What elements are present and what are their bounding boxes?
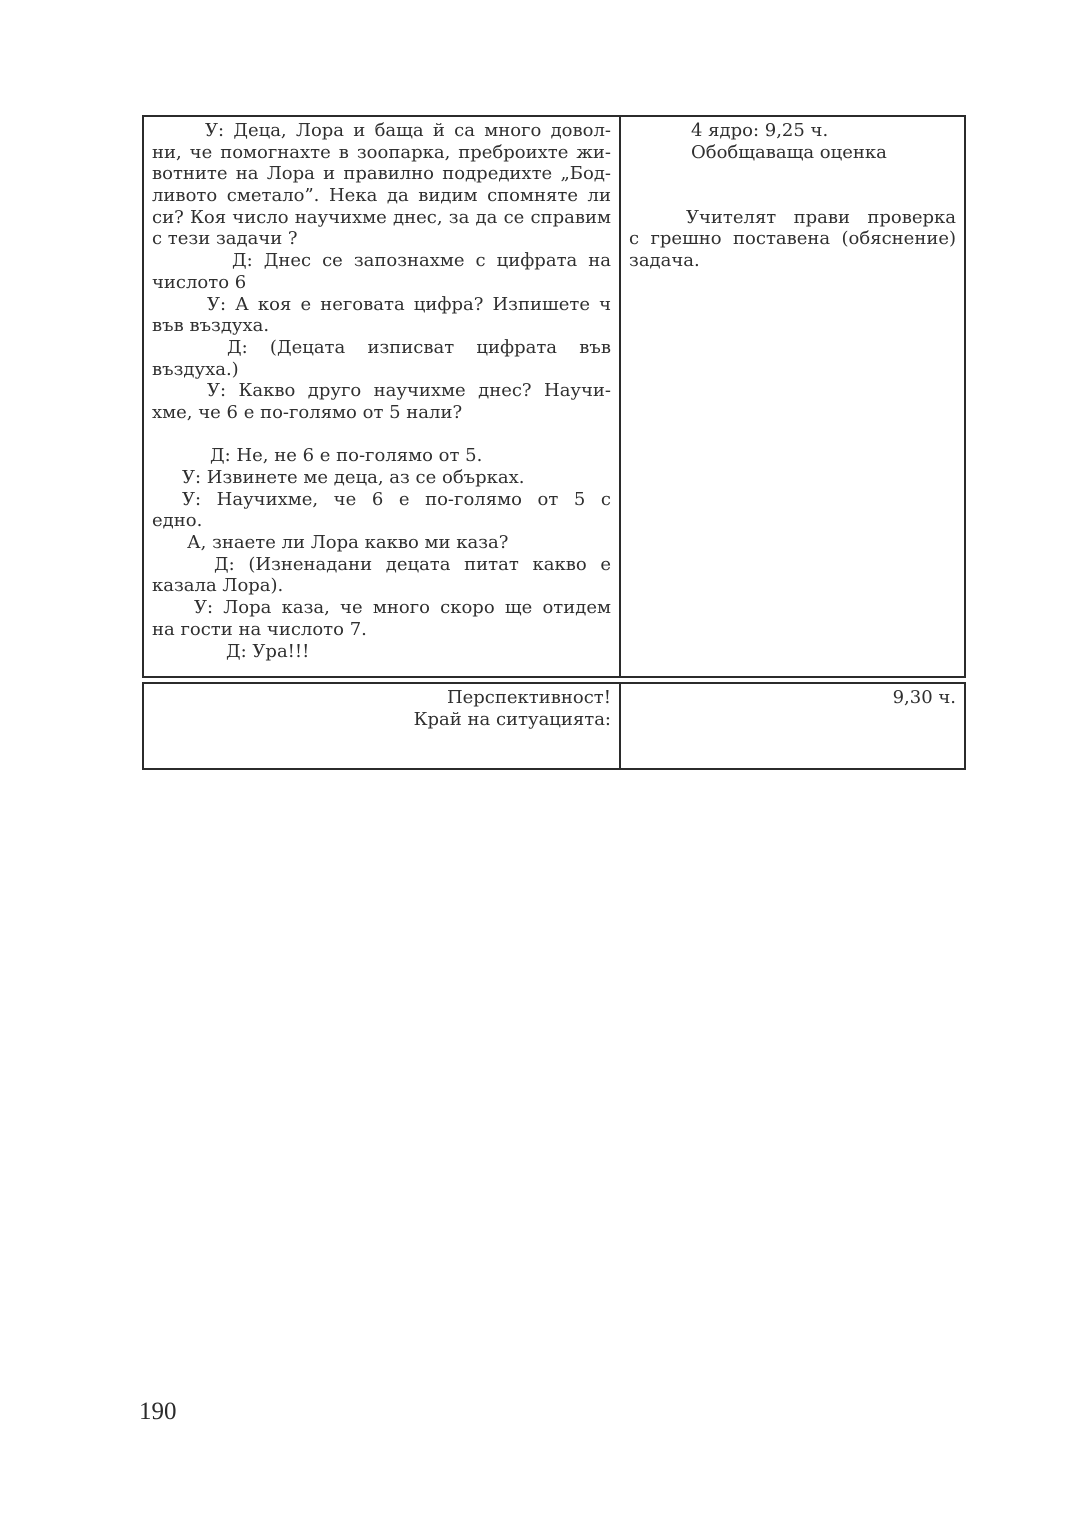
dialog-line: числото 6 xyxy=(152,271,247,293)
dialog-line: въздуха.) xyxy=(152,358,239,380)
blank-line xyxy=(629,163,956,185)
dialog-line: У: Извинете ме деца, аз се обърках. xyxy=(182,467,525,488)
dialog-line: вотните на Лора и правилно подредихте „Бод- xyxy=(152,163,611,185)
dialog-line: У: Какво друго научихме днес? Научи- xyxy=(207,380,611,402)
closing-line: Край на ситуацията: xyxy=(413,708,611,730)
dialog-cell xyxy=(144,117,621,676)
time-line: 9,30 ч. xyxy=(892,687,956,708)
dialog-line: Д: (Децата изписват цифрата във xyxy=(227,336,611,358)
dialog-line: У: Деца, Лора и баща й са много довол- xyxy=(205,120,611,141)
closing-cell xyxy=(144,684,621,768)
dialog-line: Д: (Изненадани децата питат какво е xyxy=(214,553,611,575)
page-number: 190 xyxy=(139,1398,177,1425)
dialog-line: във въздуха. xyxy=(152,315,270,337)
blank-line xyxy=(152,424,611,446)
note-line: Обобщаваща оценка xyxy=(691,141,887,163)
note-line: Учителят прави проверка xyxy=(686,206,956,228)
dialog-line: У: А коя е неговата цифра? Изпишете ч xyxy=(207,293,611,315)
dialog-line: ливото сметало”. Нека да видим спомняте ли xyxy=(152,185,611,207)
dialog-line: хме, че 6 е по-голямо от 5 нали? xyxy=(152,401,463,423)
dialog-line: ни, че помогнахте в зоопарка, преброихте жи- xyxy=(152,141,611,163)
dialog-line: У: Лора каза, че много скоро ще отидем xyxy=(194,597,611,619)
closing-line: Перспективност! xyxy=(446,687,611,708)
lesson-table-footer xyxy=(142,682,966,770)
blank-line xyxy=(629,185,956,207)
dialog-line: А, знаете ли Лора какво ми каза? xyxy=(187,532,509,554)
dialog-line: У: Научихме, че 6 е по-голямо от 5 с xyxy=(182,488,611,510)
closing-time-cell xyxy=(621,684,964,768)
lesson-table-main xyxy=(142,115,966,678)
dialog-line: едно. xyxy=(152,510,203,532)
dialog-line: Д: Днес се запознахме с цифрата на xyxy=(232,250,611,272)
dialog-line: Д: Ура!!! xyxy=(226,640,310,662)
dialog-line: Д: Не, не 6 е по-голямо от 5. xyxy=(210,445,483,467)
note-line: задача. xyxy=(629,250,700,272)
notes-cell xyxy=(621,117,964,676)
dialog-line: казала Лора). xyxy=(152,575,284,597)
dialog-line: на гости на числото 7. xyxy=(152,618,367,640)
note-line: 4 ядро: 9,25 ч. xyxy=(691,120,829,141)
note-line: с грешно поставена (обяснение) xyxy=(629,228,956,250)
dialog-line: си? Коя число научихме днес, за да се справим xyxy=(152,206,611,228)
dialog-line: с тези задачи ? xyxy=(152,228,298,250)
